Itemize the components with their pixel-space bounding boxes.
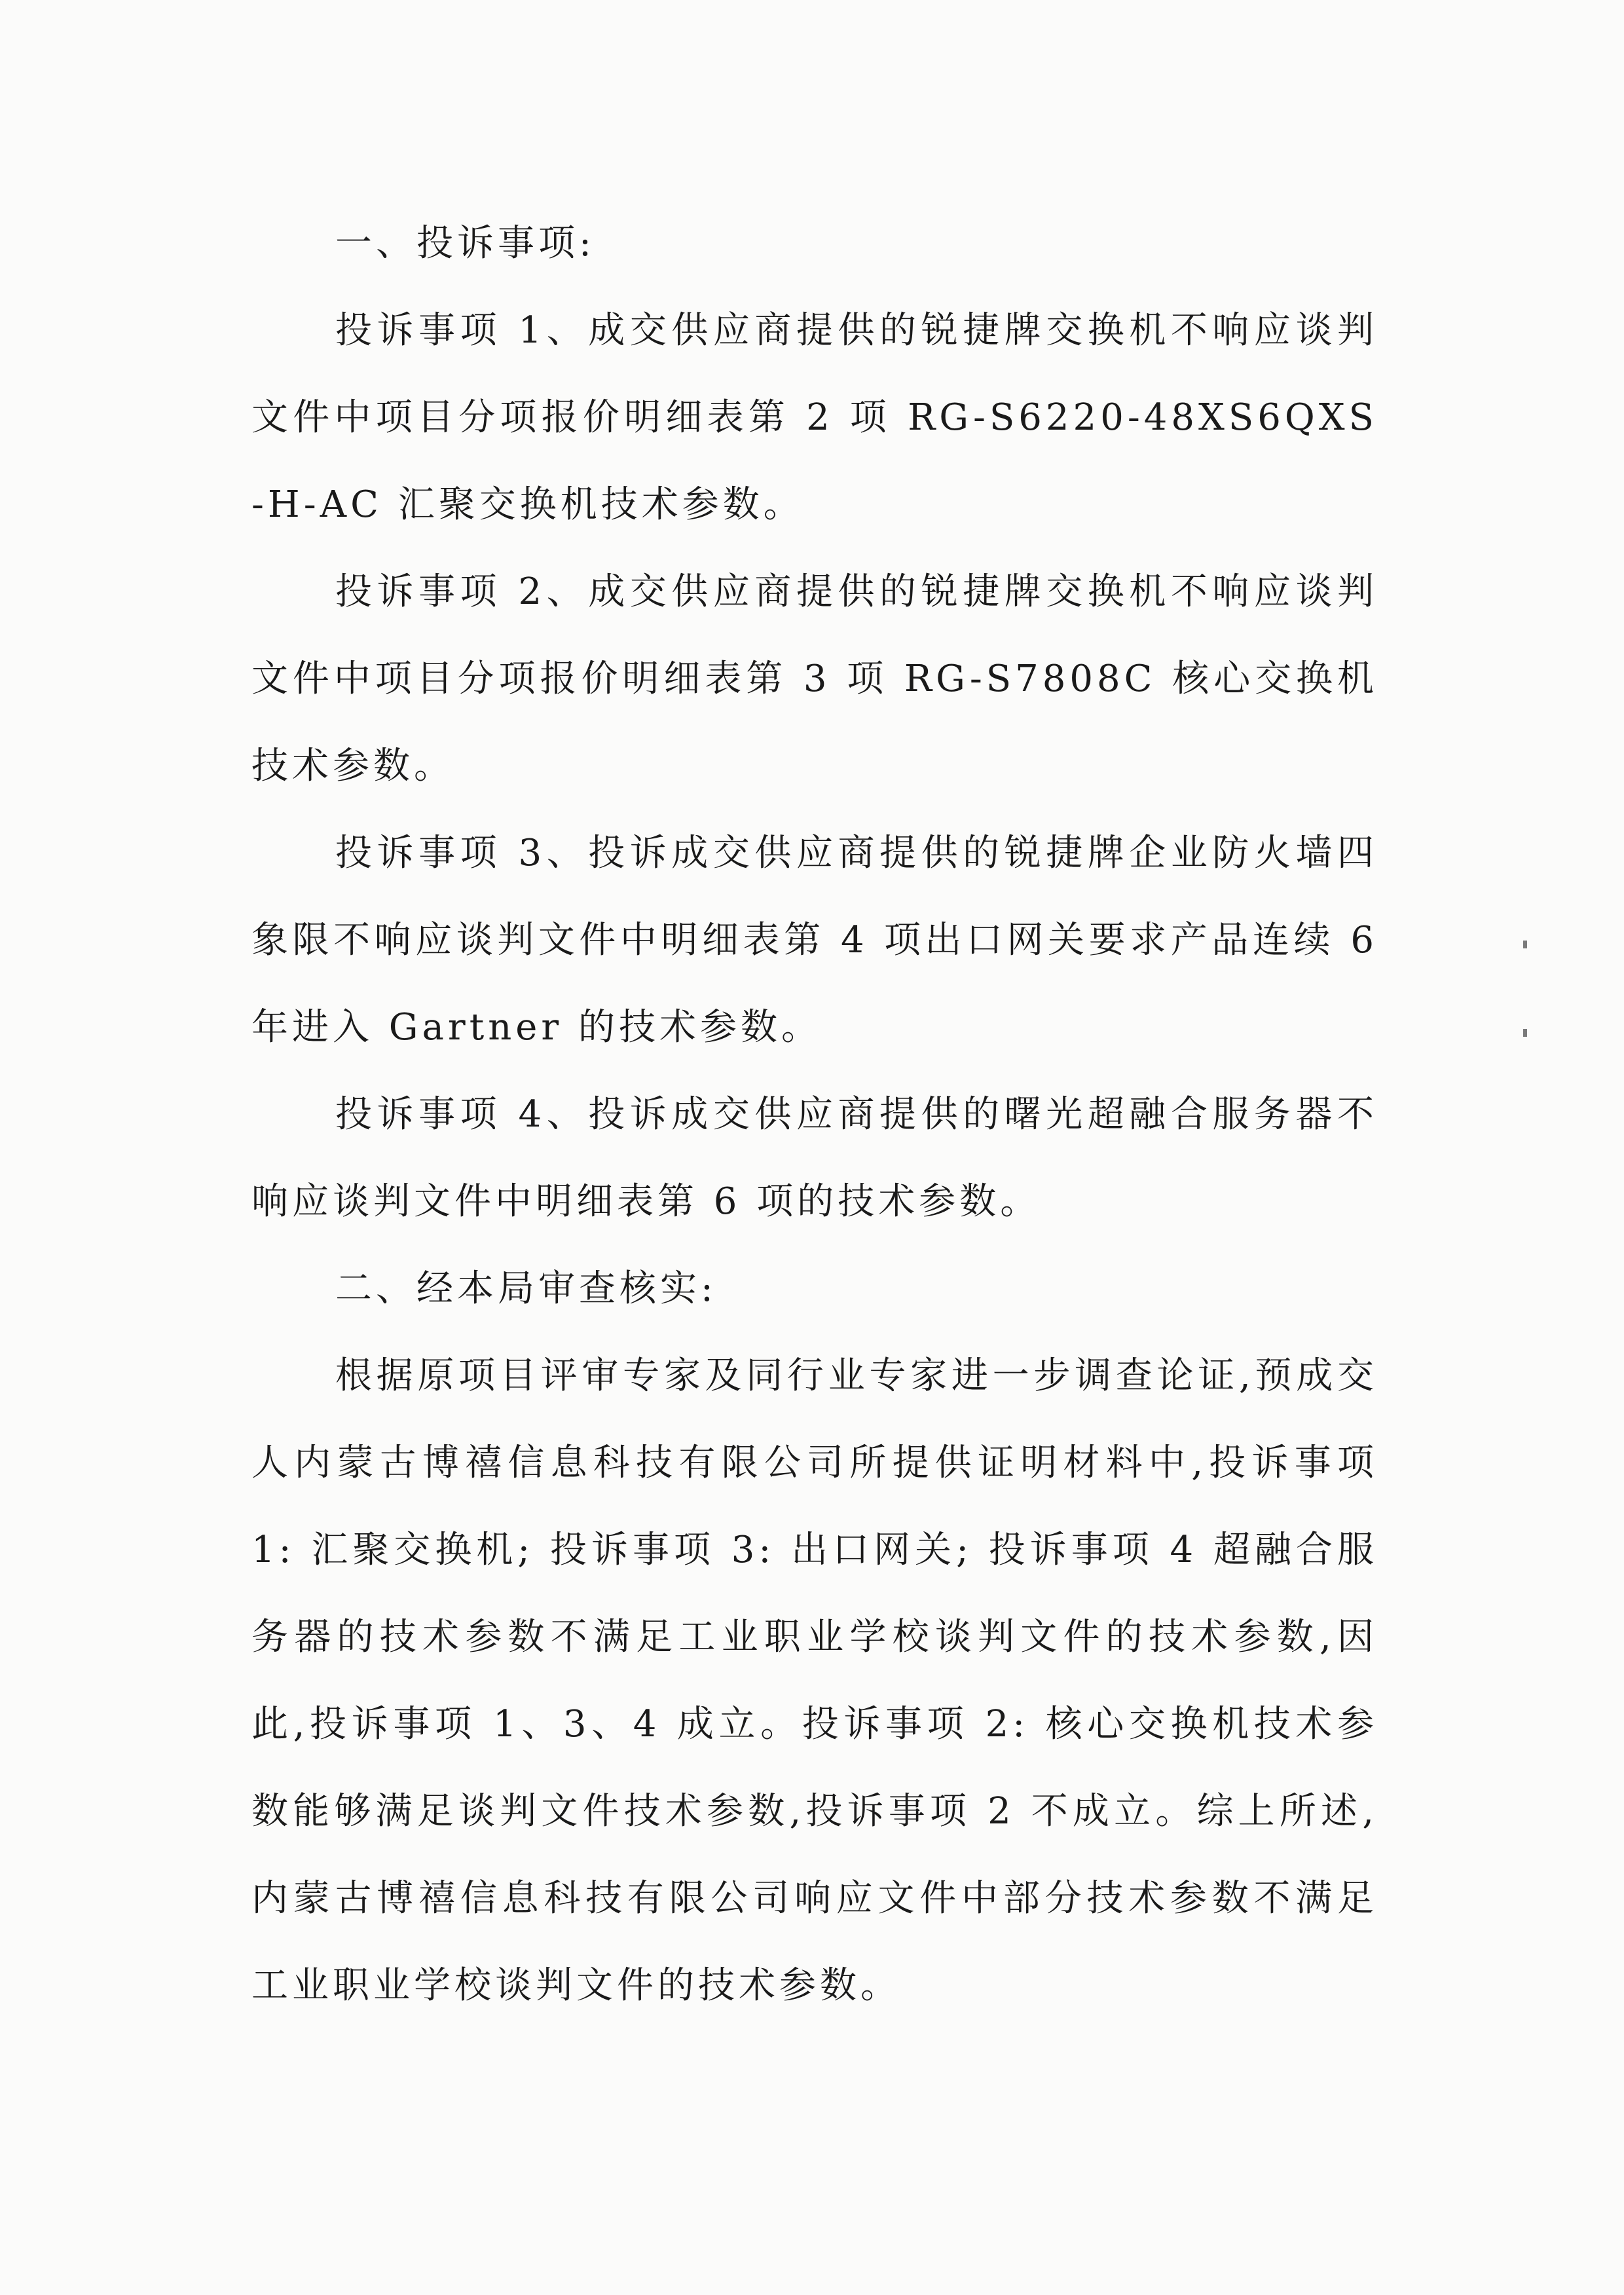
complaint-item-2: 投诉事项 2、成交供应商提供的锐捷牌交换机不响应谈判文件中项目分项报价明细表第 3 项 RG-S7808C 核心交换机技术参数。 bbox=[251, 570, 1378, 787]
complaint-item-3: 投诉事项 3、投诉成交供应商提供的锐捷牌企业防火墙四象限不响应谈判文件中明细表第 4 项出口网关要求产品连续 6 年进入 Gartner 的技术参数。 bbox=[251, 832, 1378, 1049]
complaint-item-4: 投诉事项 4、投诉成交供应商提供的曙光超融合服务器不响应谈判文件中明细表第 6 项的技术参数。 bbox=[251, 1093, 1378, 1223]
review-conclusion: 根据原项目评审专家及同行业专家进一步调查论证,预成交人内蒙古博禧信息科技有限公司所提供证明材料中,投诉事项 1: 汇聚交换机; 投诉事项 3: 出口网关; 投诉事项 4 超融合服务器的技术参数不满足工业职业学校谈判文件的技术参数,因此,投诉事项 1、3、4 成立。投诉事项 2: 核心交换机技术参数能够满足谈判文件技术参数,投诉事项 2 不成立。综上所述,内蒙古博禧信息科技有限公司响应文件中部分技术参数不满足工业职业学校谈判文件的技术参数。 bbox=[251, 1354, 1378, 2007]
document-body bbox=[251, 200, 1378, 2029]
scan-mark bbox=[1523, 1029, 1527, 1037]
complaint-item-1: 投诉事项 1、成交供应商提供的锐捷牌交换机不响应谈判文件中项目分项报价明细表第 2 项 RG-S6220-48XS6QXS-H-AC 汇聚交换机技术参数。 bbox=[251, 309, 1378, 526]
scan-mark bbox=[1523, 941, 1527, 948]
section-heading-review: 二、经本局审查核实: bbox=[335, 1267, 717, 1310]
section-heading-complaints: 一、投诉事项: bbox=[335, 222, 595, 265]
